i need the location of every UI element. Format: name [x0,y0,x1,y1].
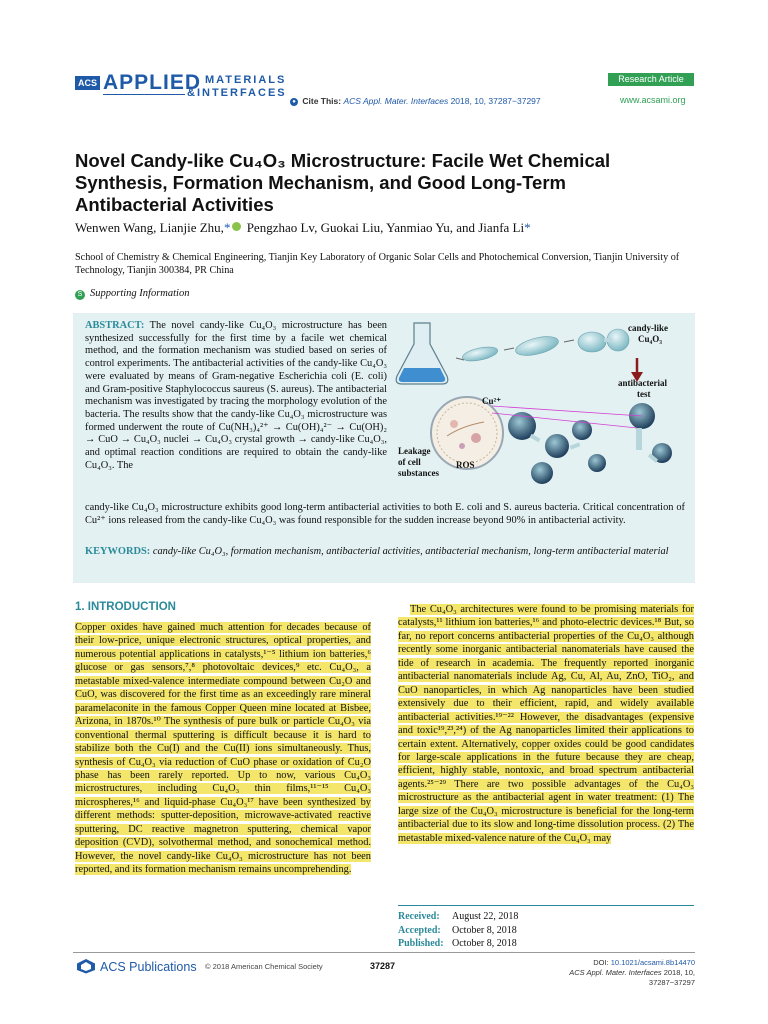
abstract-heading: ABSTRACT: [85,320,145,331]
journal-logo [75,70,285,110]
publisher-name: ACS Publications [100,960,197,974]
toc-candy-label-2: Cu₄O₃ [638,334,662,344]
keywords-heading: KEYWORDS: [85,546,151,557]
toc-cu-label: Cu²⁺ [482,396,501,406]
intro-paragraph-1: Copper oxides have gained much attention for decades because of their low-price, unique electronic structures, optical properties, and numerous potential applications in catalysts,¹⁻⁵ lithium ion batteries,⁶ glucose or gas sensors,⁷,⁸ photovoltaic devices,⁹ etc. Cu₄O₃, a metastable mixed-valence intermediate compound between Cu₂O and CuO, was discovered for the first time as an exceedingly rare mineral paramelaconite in the famous Copper Queen mine located at Bisbee, Arizona, in 1870s.¹⁰ The synthesis of pure bulk or particle Cu₄O₃ via conventional thermal sputtering is difficult because it is hard to stabilize both the Cu(I) and the Cu(II) ions simultaneously. Thus, synthesis of Cu₄O₃ via reduction of CuO phase or oxidation of Cu₂O phase has been rarely reported. Up to now, various Cu₄O₃ microstructures, including Cu₄O₃ thin films,¹¹⁻¹⁵ Cu₄O₃ microspheres,¹⁶ and liquid-phase Cu₄O₃¹⁷ have been synthesized by different methods: sputter-deposition, microwave-activated reactive sputtering, DC reactive magnetron sputtering, chemical vapor deposition (CVD), solvothermal method, and sonochemical method. However, the novel candy-like Cu₄O₃ microstructure has not been reported, and its formation mechanism remains uncomprehending. [75,622,371,876]
published-label: Published: [398,938,444,949]
section-heading-introduction: 1. INTRODUCTION [75,601,176,613]
toc-leak-1: Leakage [398,446,431,456]
copyright: © 2018 American Chemical Society [205,962,323,971]
toc-leak-2: of cell [398,457,421,467]
logo-materials: MATERIALS [205,74,287,86]
candy-evolution [456,329,629,364]
logo-rule [103,94,185,95]
published-date: October 8, 2018 [452,938,517,949]
page-number: 37287 [370,961,396,971]
abstract-continued: candy-like Cu₄O₃ microstructure exhibits good long-term antibacterial activities to both E. coli and S. aureus bacteria. Critical concentration of Cu²⁺ ions released from the candy-like Cu₄O₃ was found responsible for the sudden increase beyond 90% in antibacterial activity. [85,502,685,526]
intro-paragraph-2: The Cu₄O₃ architectures were found to be promising materials for catalysts,¹¹ lithium ion batteries,¹⁶ and photo-electric devices.¹⁸ But, so far, no report concerns antibacterial properties of the Cu₄O₃ although recently some inorganic antibacterial nanomaterials have caused the tide of research in academia. The frequently reported inorganic antibacterial nanomaterials include Ag, Cu, Al, Au, ZnO, TiO₂, and CuO nanoparticles, in which Ag nanoparticles have been studied extensively due to their efficient, rapid, and widely available antibacterial activities.¹⁹⁻²² However, the disadvantages (expensive and toxic¹⁹,²³,²⁴) of the Ag nanoparticles limited their applications to certain extent. Alternatively, copper oxides could be good candidates for large-scale applications in the future because they are cheap, efficient, highly stable, nontoxic, and broad spectrum antibacterial agents.²⁵⁻²⁹ There are two possible advantages of the Cu₄O₃ microstructure as the antibacterial agent in water treatment: (1) The large size of the Cu₄O₃ microstructure is beneficial for the long-term antibacterial due to its slow and long-time dissolution process. (2) The metastable mixed-valence nature of the Cu₄O₃ may [398,604,694,844]
supporting-info-label: Supporting Information [90,288,190,299]
toc-test-label-2: test [637,389,651,399]
received-label: Received: [398,911,440,922]
accepted-row [398,924,694,938]
corresponding-mark-1[interactable]: * [223,220,231,235]
accepted-date: October 8, 2018 [452,924,517,936]
author-list [75,220,531,236]
toc-graphic [392,318,690,498]
cite-ref[interactable]: 2018, 10, 37287−37297 [450,96,541,106]
received-row [398,910,694,924]
acs-publications-logo[interactable] [75,958,197,974]
supporting-information-link[interactable] [75,288,189,300]
keywords [85,545,685,558]
logo-interfaces: &INTERFACES [187,87,287,99]
published-row [398,937,694,951]
toc-candy-label: candy-like [628,323,669,333]
doi-link[interactable]: 10.1021/acsami.8b14470 [610,958,695,967]
cite-this[interactable] [290,96,541,106]
article-title: Novel Candy-like Cu₄O₃ Microstructure: Facile Wet Chemical Synthesis, Formation Mechanism, and Good Long-Term Antibacterial Activities [75,150,611,215]
footer-divider [73,952,695,953]
intro-column-1 [75,621,371,877]
logo-badge: ACS [75,76,100,90]
logo-applied: APPLIED [103,71,202,94]
bacteria-cell-icon [431,397,503,469]
flask-icon [396,323,448,384]
acs-hexagon-icon [75,958,97,974]
authors-part-2: Pengzhao Lv, Guokai Liu, Yanmiao Yu, and Jianfa Li [243,220,525,235]
cite-icon: ● [290,98,298,106]
journal-url[interactable]: www.acsami.org [620,95,686,105]
received-date: August 22, 2018 [452,911,519,922]
supporting-info-icon: S [75,290,85,300]
keywords-list: candy-like Cu₄O₃, formation mechanism, antibacterial activities, antibacterial mechanism, long-term antibacterial material [150,546,669,557]
cite-label: Cite This: [302,96,342,106]
affiliation: School of Chemistry & Chemical Engineering, Tianjin Key Laboratory of Organic Solar Cells and Photochemical Conversion, Tianjin University of Technology, Tianjin 300384, PR China [75,252,680,276]
cite-journal[interactable]: ACS Appl. Mater. Interfaces [343,96,449,106]
orcid-icon[interactable] [232,222,241,231]
candy-particles [508,403,672,484]
doi-label: DOI: [593,958,609,967]
abstract-body: The novel candy-like Cu₄O₃ microstructure has been synthesized successfully for the first time by a facile wet chemical method, and the formation mechanism was studied based on series of control experiments. The antibacterial activities of the candy-like Cu₄O₃ were evaluated by means of Gram-negative Escherichia coli (E. coli) and Gram-positive Staphylococcus saureus (S. aureus). The antibacterial mechanism was investigated by tracing the morphology evolution of the bacteria. The results show that the candy-like Cu₄O₃ microstructure was formed underwent the route of Cu(NH₃)₄²⁺ → Cu(OH)₄²⁻ → Cu(OH)₂ → CuO → Cu₄O₃ nuclei → Cu₄O₃ crystal growth → candy-like Cu₄O₃, and optimal reaction conditions are required to obtain the candy-like Cu₄O₃. The [85,320,387,471]
authors-part-1: Wenwen Wang, Lianjie Zhu, [75,220,224,235]
corresponding-mark-2[interactable]: * [524,220,531,235]
doi-block [540,958,695,988]
accepted-label: Accepted: [398,924,441,936]
article-history [398,905,694,951]
journal-ref-rest: 2018, 10, 37287−37297 [648,968,695,987]
journal-ref: ACS Appl. Mater. Interfaces [569,968,662,977]
toc-ros-label: ROS [456,460,475,470]
article-type-badge: Research Article [608,73,694,86]
intro-column-2 [398,603,694,845]
toc-test-label: antibacterial [618,378,667,388]
abstract-text [85,320,387,472]
toc-leak-3: substances [398,468,440,478]
